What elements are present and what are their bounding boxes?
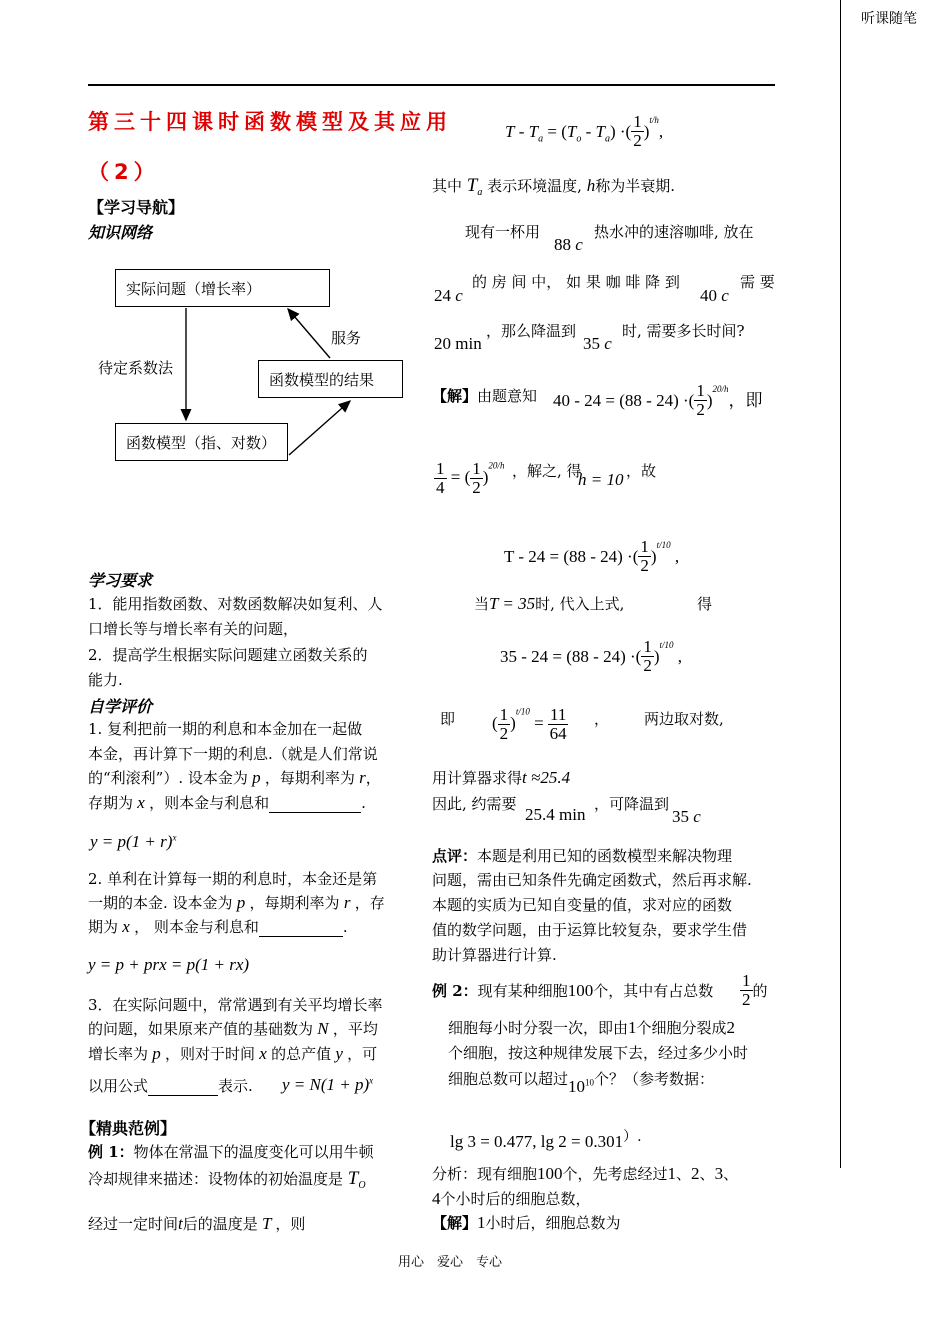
box-function-model: 函数模型（指、对数） — [115, 423, 288, 461]
r-line-2b: 热水冲的速溶咖啡, 放在 — [594, 223, 754, 241]
r-line-4b: 时, 需要多长时间? — [622, 322, 745, 340]
solution-line-6: 用计算器求得t ≈25.4 — [432, 768, 571, 787]
r-line-1: 其中 $T_a$ 表示环境温度, h称为半衰期. — [432, 175, 675, 198]
solution2-line: 【解】1小时后，细胞总数为 — [432, 1213, 621, 1232]
ex1-line-1: 例 1：物体在常温下的温度变化可以用牛顿 — [88, 1143, 374, 1161]
solution-eq-2: $\frac{1}{4}$ = ( $\frac{1}{2}$ )$^{20/h}$ — [436, 459, 505, 497]
r-line-4: ，那么降温到 — [486, 322, 577, 340]
req-line-3: 2．提高学生根据实际问题建立函数关系的 — [88, 646, 368, 664]
solution-eq-1: 40 - 24 = (88 - 24) ·( $\frac{1}{2}$ )$^{20/h}$，即 — [553, 380, 763, 419]
q1-line-2: 本金，再计算下一期的利息.（就是人们常说 — [88, 745, 378, 763]
q3-answer: $y = N(1 + p)^x$ — [282, 1075, 374, 1094]
q2-answer: y = p + prx = p(1 + rx) — [88, 955, 250, 974]
requirements-heading: 学习要求 — [88, 571, 153, 590]
req-line-1: 1．能用指数函数、对数函数解决如复利、人 — [88, 595, 383, 613]
req-line-4: 能力. — [88, 671, 123, 689]
solution-text-2: ，解之, 得 — [512, 462, 582, 480]
solution-line-4: 当T = 35时, 代入上式, — [474, 594, 625, 613]
analysis-line-1: 分析：现有细胞100个，先考虑经过1、2、3、 — [432, 1164, 739, 1183]
analysis-line-2: 4个小时后的细胞总数， — [432, 1189, 591, 1208]
q1-line-3: 的“利滚利”）. 设本金为 p ，每期利率为 r， — [88, 768, 381, 787]
solution-text-2b: ，故 — [626, 462, 657, 480]
ex2-ref-data: lg 3 = 0.477, lg 2 = 0.301）. — [450, 1129, 642, 1151]
newton-formula: $T - T_a = (T_o - T_a)$ ·( $\frac{1}{2}$ )$^{t/h}$, — [505, 111, 664, 150]
q2-line-1: 2. 单利在计算每一期的利息时，本金还是第 — [88, 870, 378, 888]
q2-line-3: 期为 x ， 则本金与利息和 . — [88, 917, 348, 936]
solution-line-4b: 得 — [697, 595, 713, 613]
final-temp: 35 c — [672, 807, 701, 826]
ex1-line-2: 冷却规律来描述：设物体的初始温度是 $T_O$ — [88, 1168, 366, 1191]
solution-line-1: 【解】由题意知 — [432, 387, 538, 405]
h-value: h = 10 — [578, 470, 624, 489]
label-service: 服务 — [331, 329, 362, 347]
comment-line-5: 助计算器进行计算. — [432, 946, 557, 964]
q1-line-1: 1. 复利把前一期的利息和本金加在一起做 — [88, 720, 363, 738]
q2-line-2: 一期的本金. 设本金为 p ，每期利率为 r ，存 — [88, 893, 385, 912]
solution-line-7: 因此, 约需要 — [432, 795, 517, 813]
page-title-line2: （2） — [88, 160, 160, 184]
ex2-line-2: 细胞每小时分裂一次，即由1个细胞分裂成2 — [448, 1018, 736, 1037]
q1-answer: $y = p(1 + r)^x$ — [90, 832, 177, 851]
page-footer: 用心 爱心 专心 — [398, 1255, 503, 1270]
time-254: 25.4 min — [525, 805, 586, 824]
temp-35: 35 c — [583, 334, 612, 353]
page-title: 第三十四课时函数模型及其应用 — [88, 110, 452, 134]
temp-24: 24 c — [434, 286, 463, 305]
comment-line-4: 值的数学问题，由于运算比较复杂，要求学生借 — [432, 921, 748, 939]
label-undetermined-coefficient: 待定系数法 — [98, 359, 174, 377]
time-20: 20 min — [434, 334, 482, 353]
box-model-result: 函数模型的结果 — [258, 360, 403, 398]
q3-line-4: 以用公式 表示. — [88, 1077, 253, 1095]
r-line-2: 现有一杯用 — [465, 223, 541, 241]
q3-line-3: 增长率为 p ，则对于时间 x 的总产值 y ，可 — [88, 1044, 378, 1063]
self-eval-heading: 自学评价 — [88, 697, 153, 716]
q3-line-1: 3．在实际问题中，常常遇到有关平均增长率 — [88, 996, 383, 1014]
knowledge-heading: 知识网络 — [88, 223, 153, 242]
examples-heading: 【精典范例】 — [80, 1119, 177, 1138]
margin-divider — [840, 0, 841, 1168]
q1-line-4: 存期为 x ，则本金与利息和 . — [88, 793, 366, 812]
solution-eq-4: 35 - 24 = (88 - 24) ·( $\frac{1}{2}$ )$^{t/10}$ , — [500, 636, 683, 675]
nav-heading: 【学习导航】 — [88, 198, 185, 217]
ex2-half: $\frac{1}{2}$ 的 — [742, 971, 768, 1009]
solution-line-5c: 两边取对数, — [644, 710, 724, 728]
comment-line-2: 问题，需由已知条件先确定函数式，然后再求解. — [432, 871, 752, 889]
solution-line-5b: ， — [594, 710, 610, 728]
solution-line-5: 即 — [440, 710, 456, 728]
req-line-2: 口增长等与增长率有关的问题， — [88, 620, 299, 638]
ex2-line-4: 细胞总数可以超过$10^{10}$个？（参考数据： — [448, 1070, 715, 1096]
temp-88: 88 c — [554, 235, 583, 254]
ex2-line-1: 例 2：现有某种细胞100个，其中有占总数 — [432, 981, 714, 1000]
diagram-arrows — [0, 0, 420, 480]
ex1-line-3: 经过一定时间t后的温度是 T ，则 — [88, 1214, 306, 1233]
comment-line-1: 点评：本题是利用已知的函数模型来解决物理 — [432, 847, 733, 865]
q3-line-2: 的问题，如果原来产值的基础数为 N ，平均 — [88, 1019, 378, 1038]
solution-eq-3: T - 24 = (88 - 24) ·( $\frac{1}{2}$ )$^{t/10}$ , — [504, 536, 680, 575]
r-line-3: 的 房 间 中， 如 果 咖 啡 降 到 — [472, 273, 680, 291]
solution-line-7b: ，可降温到 — [594, 795, 670, 813]
temp-40: 40 c — [700, 286, 729, 305]
margin-note: 听课随笔 — [861, 11, 917, 27]
comment-line-3: 本题的实质为已知自变量的值，求对应的函数 — [432, 896, 733, 914]
r-line-3b: 需 要 — [740, 273, 775, 291]
box-real-problem: 实际问题（增长率） — [115, 269, 330, 307]
solution-eq-5: ( $\frac{1}{2}$ )$^{t/10}$ = $\frac{11}{64}$ — [492, 705, 567, 743]
ex2-line-3: 个细胞，按这种规律发展下去，经过多少小时 — [448, 1044, 749, 1062]
